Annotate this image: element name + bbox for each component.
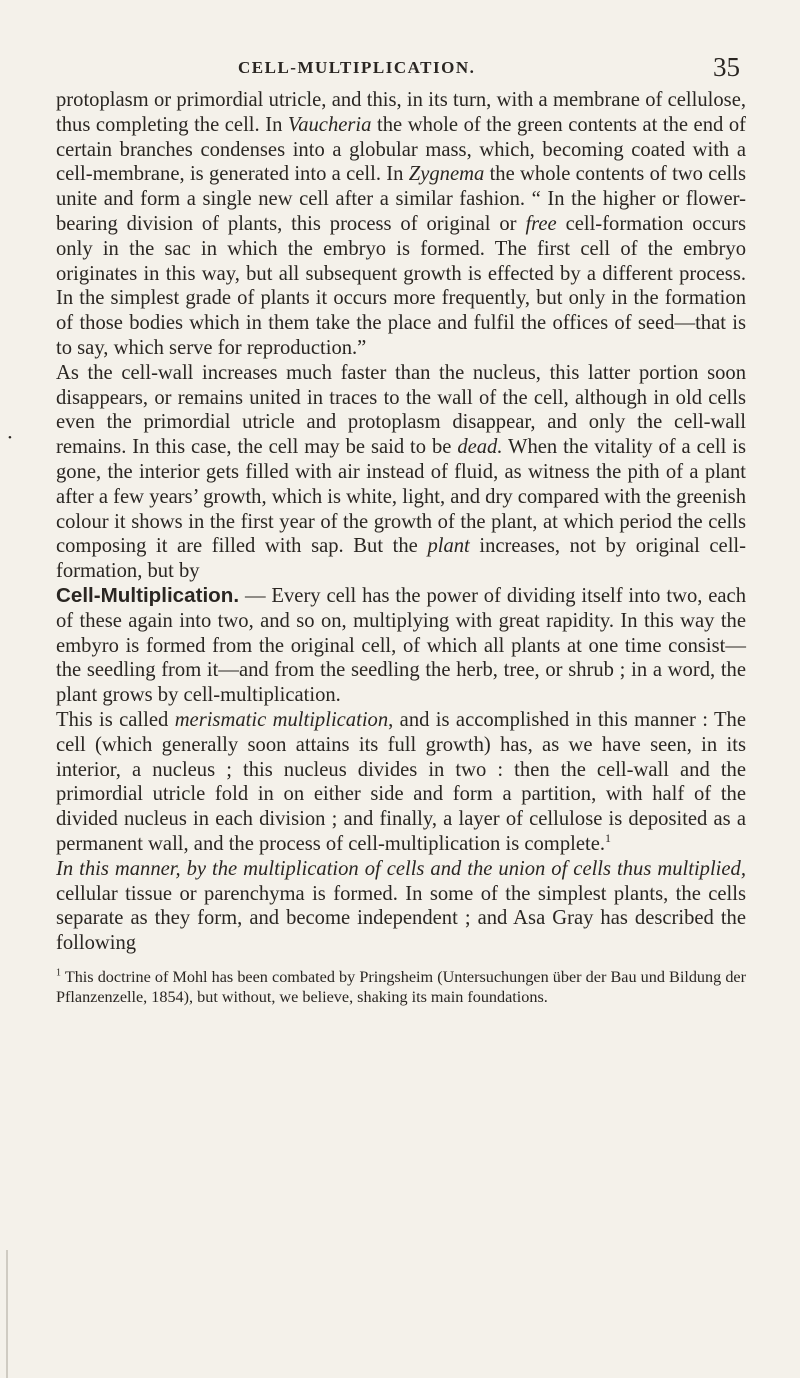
italic-vaucheria: Vaucheria (287, 113, 372, 136)
italic-free: free (525, 212, 557, 235)
text-run: cell-formation occurs only in the sac in which the embryo is formed. The first cell of the embryo originates in this way, but all subsequent growth is effected by a different process. In the simplest grade of plants it occurs more frequently, but only in the formation of those bodies which in them take the place and fulfil the offices of seed—that is to say, which serve for reproduction.” (56, 212, 747, 359)
section-heading-cell-multiplication: Cell-Multiplication. (56, 583, 240, 607)
body-text (56, 88, 746, 956)
paragraph-1 (56, 88, 746, 361)
text-run: This is called (56, 708, 175, 731)
footnote-reference[interactable]: 1 (605, 831, 611, 846)
text-run: , and is accomplished in this manner : The cell (which generally soon attains its full growth) has, as we have seen, in its interior, a nucleus ; this nucleus divides in two : then the cell-wall and the primordial utricle fold in on either side and form a partition, with half of the divided nucleus in each division ; and finally, a layer of cellulose is deposited as a permanent wall, and the process of cell-multiplication is complete. (56, 708, 746, 855)
text-run: the whole contents of two cells unite and form a single new cell after a similar fashion. “ In the higher or flower-bearing division of plants, this process of original or (56, 163, 747, 235)
running-head (56, 40, 746, 88)
italic-merismatic: merismatic multiplication (174, 708, 389, 731)
page-edge-line (6, 1250, 8, 1378)
italic-zygnema: Zygnema (408, 163, 485, 186)
paragraph-5 (56, 857, 746, 956)
text-run: When the vitality of a cell is gone, the interior gets filled with air instead of fluid, as witness the pith of a plant after a few years’ growth, which is white, light, and dry compared with the greenish colour it shows in the first year of the growth of the plant, at which period the cells composing it are filled with sap. But the (56, 436, 746, 558)
text-run: protoplasm or primordial utricle, and this, in its turn, with a membrane of cellulose, thus completing the cell. In (56, 89, 746, 136)
italic-lead-in: In this manner, by the multiplication of cells and the union of cells thus multiplied, (56, 857, 746, 880)
paragraph-2 (56, 361, 746, 584)
italic-dead: dead. (457, 436, 503, 459)
running-title: CELL-MULTIPLICATION. (238, 58, 476, 77)
footnote-text: This doctrine of Mohl has been combated by Pringsheim (Untersuchungen über der Bau und Bildung der Pflanzenzelle, 1854), but without, we believe, shaking its main foundations. (56, 967, 746, 1006)
page-number: 35 (713, 52, 740, 82)
text-run: As the cell-wall increases much faster than the nucleus, this latter portion soon disappears, or remains united in traces to the wall of the cell, although in old cells even the primordial utricle and protoplasm disappear, and only the cell-wall remains. In this case, the cell may be said to be (56, 361, 746, 459)
footnote (56, 968, 746, 1008)
text-run: — Every cell has the power of dividing itself into two, each of these again into two, and so on, multiplying with great rapidity. In this way the embyro is formed from the original cell, of which all plants at one time consist—the seedling from it—and from the seedling the herb, tree, or shrub ; in a word, the plant grows by cell-multiplication. (56, 584, 746, 707)
text-run: cellular tissue or parenchyma is formed. In some of the simplest plants, the cells separate as they form, and become independent ; and Asa Gray has described the following (56, 882, 746, 955)
book-page (56, 40, 746, 1007)
italic-plant: plant (427, 535, 470, 558)
margin-bullet-mark: • (8, 432, 12, 444)
paragraph-3 (56, 584, 746, 708)
paragraph-4 (56, 708, 746, 857)
footnote-marker: 1 (56, 967, 61, 979)
text-run: increases, not by original cell-formation, but by (56, 535, 746, 583)
text-run: the whole of the green contents at the end of certain branches condenses into a globular mass, which, becoming coated with a cell-membrane, is generated into a cell. In (56, 113, 746, 186)
